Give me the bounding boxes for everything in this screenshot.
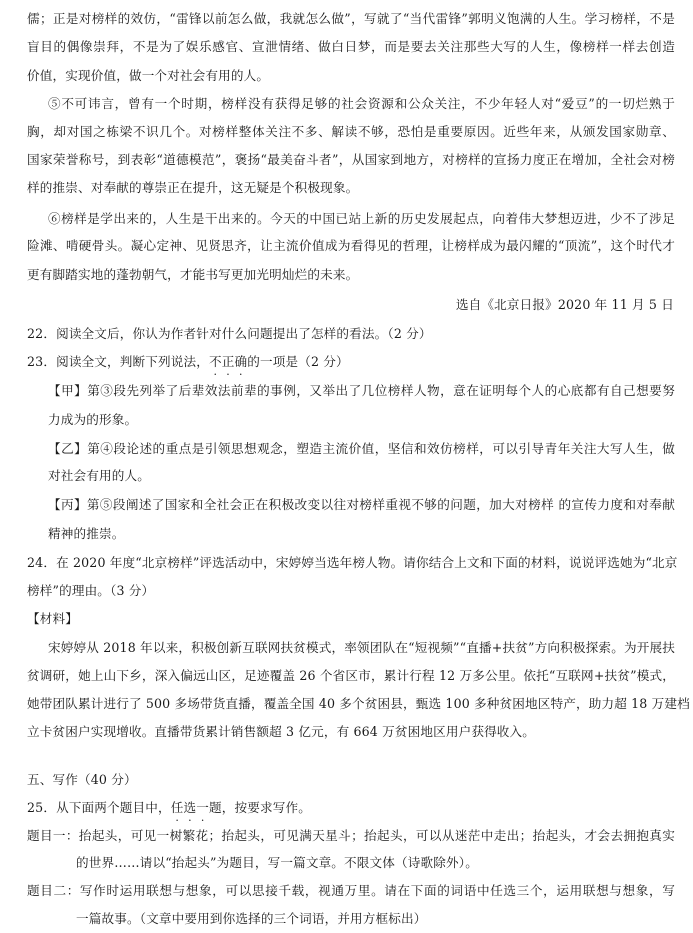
topic-1-line-2: 的世界……请以“抬起头”为题目，写一篇文章。不限文体（诗歌除外）。 — [76, 855, 478, 871]
option-jia-line-2: 力成为的形象。 — [48, 411, 138, 427]
emphasis-char: 确 — [234, 354, 248, 370]
para-top-line-1: 儒；正是对榜样的效仿，“雷锋以前怎么做，我就怎么做”，写就了“当代雷锋”郭明义饱满的人生。学习榜样，不是 — [27, 11, 675, 26]
question-25-stem: 25．从下面两个题目中，任选一题，按要求写作。 — [27, 799, 311, 815]
question-24-line-1: 24．在 2020 年度“北京榜样”评选活动中，宋婷婷当选年榜人物。请你结合上文和下面的材料，说说评选她为“北京 — [27, 554, 678, 570]
topic-2-line-2: 一篇故事。（文章中要用到你选择的三个词语，并用方框标出） — [76, 911, 427, 926]
question-22: 22．阅读全文后，你认为作者针对什么问题提出了怎样的看法。（2 分） — [27, 325, 432, 341]
question-23-stem: 23．阅读全文，判断下列说法，不正确的一项是（2 分） — [27, 354, 349, 370]
emphasis-char: 任 — [170, 799, 184, 815]
source-citation: 选自《北京日报》2020 年 11 月 5 日 — [455, 296, 674, 312]
para-top-line-2: 盲目的偶像崇拜，不是为了娱乐感官、宣泄情绪、做白日梦，而是要去关注那些大写的人生，像榜样一样去创造 — [27, 38, 675, 54]
option-yi-line-2: 对社会有用的人。 — [48, 468, 150, 484]
material-line-3: 她带团队累计进行了 500 多场带货直播，覆盖全国 40 多个贫困县，甄选 100 多种贫困地区特产，助力超 18 万建档 — [27, 695, 690, 711]
material-heading: 【材料】 — [27, 611, 78, 627]
material-line-2: 贫调研，她上山下乡，深入偏远山区，足迹覆盖 26 个省区市，累计行程 12 万多公里。依托“互联网+扶贫”模式， — [27, 667, 675, 683]
topic-1-line-1: 题目一：抬起头，可见一树繁花；抬起头，可见满天星斗；抬起头，可以从迷茫中走出；抬起头，才会去拥抱真实 — [27, 828, 675, 844]
material-line-1: 宋婷婷从 2018 年以来，积极创新互联网扶贫模式，率领团队在“短视频”“直播+扶贫”方向积极探索。为开展扶 — [48, 640, 675, 656]
material-line-4: 立卡贫困户实现增收。直播带货累计销售额超 3 亿元，有 664 万贫困地区用户获得收入。 — [27, 723, 536, 739]
para5-line-3: 国家荣誉称号，到表彰“道德模范”，褒扬“最美奋斗者”，从国家到地方，对榜样的宣扬力度正在增加，全社会对榜 — [27, 152, 675, 167]
para5-line-4: 样的推崇、对奉献的尊崇正在提升，这无疑是个积极现象。 — [27, 179, 359, 195]
para-top-line-3: 价值，实现价值，做一个对社会有用的人。 — [27, 67, 270, 83]
emphasis-char: 选 — [183, 799, 197, 815]
question-24-line-2: 榜样”的理由。（3 分） — [27, 582, 155, 598]
emphasis-char: 一 — [196, 799, 210, 815]
para6-line-3: 更有脚踏实地的蓬勃朝气，才能书写更加光明灿烂的未来。 — [27, 267, 359, 283]
emphasis-char: 正 — [221, 354, 235, 370]
section-5-heading: 五、写作（40 分） — [27, 771, 137, 787]
topic-2-line-1: 题目二：写作时运用联想与想象，可以思接千载，视通万里。请在下面的词语中任选三个，运用联想与想象，写 — [27, 883, 675, 899]
option-bing-line-2: 精神的推崇。 — [48, 525, 125, 541]
emphasis-char: 不 — [209, 354, 222, 370]
option-yi-line-1: 【乙】第④段论述的重点是引领思想观念，塑造主流价值，坚信和效仿榜样，可以引导青年关注大写人生，做 — [48, 440, 675, 456]
para6-line-2: 险滩、啃硬骨头。凝心定神、见贤思齐，让主流价值成为看得见的哲理，让榜样成为最闪耀的“顶流”，这个时代才 — [27, 238, 675, 254]
para5-line-2: 胸，却对国之栋梁不识几个。对榜样整体关注不多、解读不够，恐怕是重要原因。近些年来，从颁发国家勋章、 — [27, 124, 675, 140]
option-jia-line-1: 【甲】第③段先列举了后辈效法前辈的事例，又举出了几位榜样人物，意在证明每个人的心底都有自己想要努 — [48, 383, 675, 399]
para5-line-1: ⑤不可讳言，曾有一个时期，榜样没有获得足够的社会资源和公众关注，不少年轻人对“爱豆”的一切烂熟于 — [48, 96, 675, 112]
para6-line-1: ⑥榜样是学出来的，人生是干出来的。今天的中国已站上新的历史发展起点，向着伟大梦想迈进，少不了涉足 — [48, 210, 675, 226]
option-bing-line-1: 【丙】第⑤段阐述了国家和全社会正在积极改变以往对榜样重视不够的问题，加大对榜样 的宣传力度和对奉献 — [48, 497, 675, 513]
